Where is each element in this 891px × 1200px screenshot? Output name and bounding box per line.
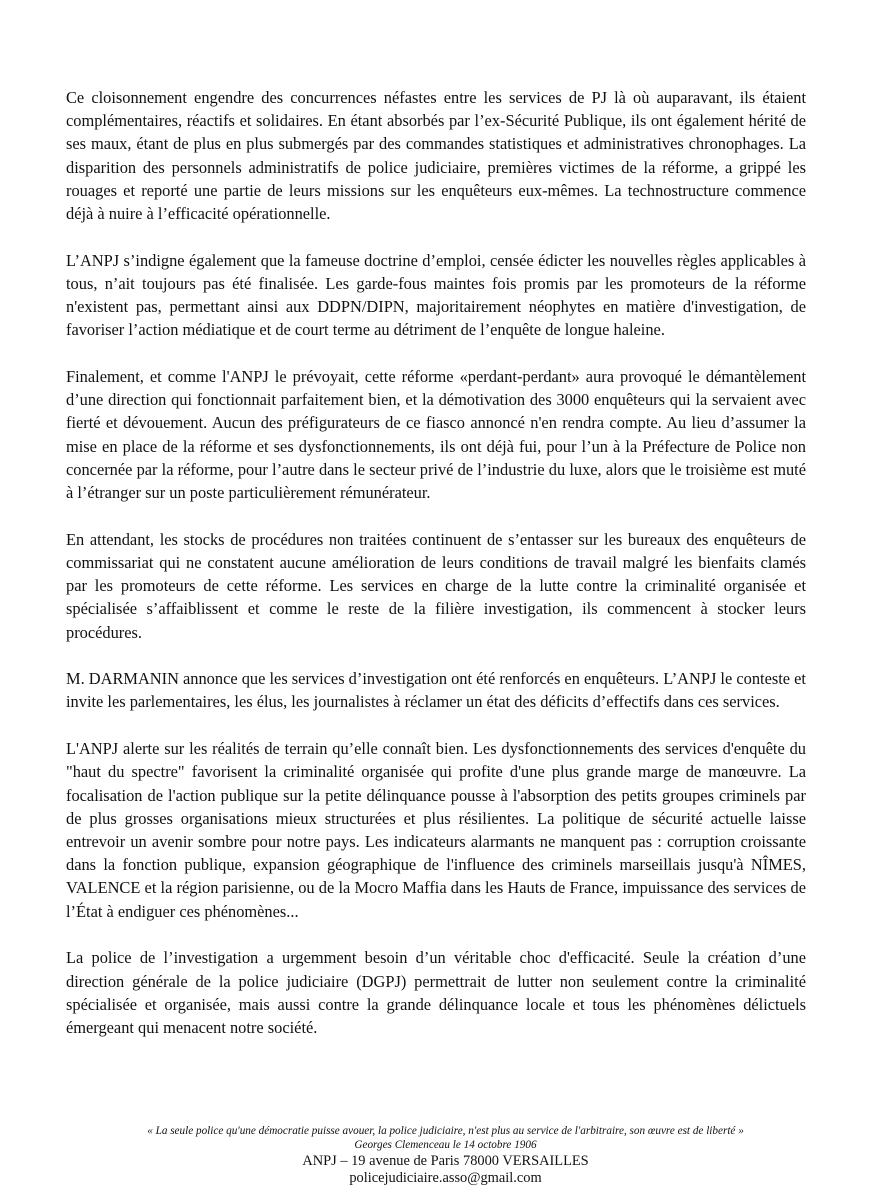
paragraph-2: L’ANPJ s’indigne également que la fameuse doctrine d’emploi, censée édicter les nouvelles règles applicables à tous, n’ait toujours pas été finalisée. Les garde-fous maintes fois promis par les promoteurs de la réforme n'existent pas, permettant ainsi aux DDPN/DIPN, majoritairement néophytes en matière d'investigation, de favoriser l’action médiatique et de court terme au détriment de l’enquête de longue haleine.: [66, 250, 806, 340]
footer-address: ANPJ – 19 avenue de Paris 78000 VERSAILLES: [302, 1153, 589, 1169]
footer-email: policejudiciaire.asso@gmail.com: [349, 1170, 542, 1186]
page-footer: [0, 1124, 891, 1187]
paragraph-4: En attendant, les stocks de procédures non traitées continuent de s’entasser sur les bureaux des enquêteurs de commissariat qui ne constatent aucune amélioration de leurs conditions de travail malgré les bienfaits clamés par les promoteurs de cette réforme. Les services en charge de la lutte contre la criminalité organisée et spécialisée s’affaiblissent et comme le reste de la filière investigation, ils commencent à stocker leurs procédures.: [66, 529, 806, 642]
footer-quote: « La seule police qu'une démocratie puisse avouer, la police judiciaire, n'est plus au service de l'arbitraire, son œuvre est de liberté »: [147, 1125, 744, 1137]
footer-quote-author: Georges Clemenceau le 14 octobre 1906: [354, 1139, 537, 1151]
paragraph-6: L'ANPJ alerte sur les réalités de terrain qu’elle connaît bien. Les dysfonctionnements des services d'enquête du "haut du spectre" favorisent la criminalité organisée qui profite d'une plus grande marge de manœuvre. La focalisation de l'action publique sur la petite délinquance pousse à l'absorption des petits groupes criminels par de plus grosses organisations mieux structurées et plus résilientes. La politique de sécurité actuelle laisse entrevoir un avenir sombre pour notre pays. Les indicateurs alarmants ne manquent pas : corruption croissante dans la fonction publique, expansion géographique de l'influence des criminels marseillais jusqu'à NÎMES, VALENCE et la région parisienne, ou de la Mocro Maffia dans les Hauts de France, impuissance des services de l’État à endiguer ces phénomènes...: [66, 739, 806, 921]
document-body: [66, 86, 806, 1063]
paragraph-7: La police de l’investigation a urgemment besoin d’un véritable choc d'efficacité. Seule la création d’une direction générale de la police judiciaire (DGPJ) permettrait de lutter non seulement contre la criminalité spécialisée et organisée, mais aussi contre la grande délinquance locale et tous les phénomènes délictuels émergeant qui menacent notre société.: [66, 948, 806, 1037]
paragraph-5: M. DARMANIN annonce que les services d’investigation ont été renforcés en enquêteurs. L’ANPJ le conteste et invite les parlementaires, les élus, les journalistes à réclamer un état des déficits d’effectifs dans ces services.: [66, 669, 806, 712]
paragraph-3: Finalement, et comme l'ANPJ le prévoyait, cette réforme «perdant-perdant» aura provoqué le démantèlement d’une direction qui fonctionnait parfaitement bien, et la démotivation des 3000 enquêteurs qui la servaient avec fierté et dévouement. Aucun des préfigurateurs de ce fiasco annoncé n'en rendra compte. Au lieu d’assumer la mise en place de la réforme et ses dysfonctionnements, ils ont déjà fui, pour l’un à la Préfecture de Police non concernée par la réforme, pour l’autre dans le secteur privé de l’industrie du luxe, alors que le troisième est muté à l’étranger sur un poste particulièrement rémunérateur.: [66, 367, 806, 503]
paragraph-1: Ce cloisonnement engendre des concurrences néfastes entre les services de PJ là où auparavant, ils étaient complémentaires, réactifs et solidaires. En étant absorbés par l’ex-Sécurité Publique, ils ont également hérité de ses maux, étant de plus en plus submergés par des commandes statistiques et administratives chronophages. La disparition des personnels administratifs de police judiciaire, premières victimes de la réforme, a grippé les rouages et reporté une partie de leurs missions sur les enquêteurs eux-mêmes. La technostructure commence déjà à nuire à l’efficacité opérationnelle.: [66, 88, 806, 224]
